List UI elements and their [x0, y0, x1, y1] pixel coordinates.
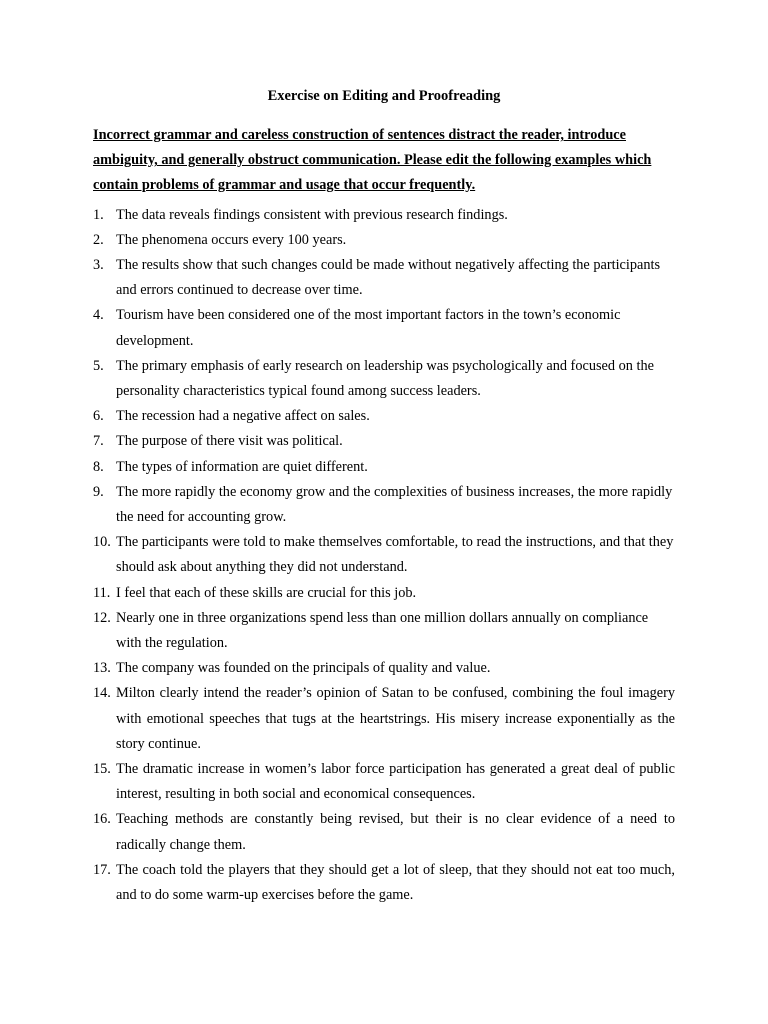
item-text: The primary emphasis of early research on leadership was psychologically and focused on the personality characteristics typical found among success leaders.: [116, 357, 654, 400]
item-number: 14.: [93, 685, 111, 702]
item-number: 2.: [93, 231, 104, 248]
list-item: [93, 303, 675, 353]
item-number: 16.: [93, 811, 111, 828]
item-text: The purpose of there visit was political.: [116, 433, 343, 450]
list-item: [93, 354, 675, 404]
item-number: 12.: [93, 609, 111, 626]
item-text: The more rapidly the economy grow and the complexities of business increases, the more rapidly the need for accounting grow.: [116, 483, 673, 526]
item-number: 6.: [93, 408, 104, 425]
item-text: The data reveals findings consistent with previous research findings.: [116, 206, 508, 223]
item-text: The results show that such changes could be made without negatively affecting the participants and errors continued to decrease over time.: [116, 257, 661, 299]
list-item: [93, 656, 675, 681]
list-item: [93, 606, 675, 656]
document-title: Exercise on Editing and Proofreading: [267, 88, 501, 104]
item-text: Teaching methods are constantly being revised, but their is no clear evidence of a need to radically change them.: [116, 811, 675, 853]
list-item: [93, 429, 675, 454]
item-number: 7.: [93, 433, 104, 450]
item-text: The types of information are quiet different.: [116, 458, 368, 475]
item-text: The dramatic increase in women’s labor force participation has generated a great deal of public interest, resulting in both social and economical consequences.: [116, 761, 675, 803]
list-item: [93, 530, 675, 580]
item-number: 11.: [93, 584, 111, 601]
item-number: 17.: [93, 861, 111, 878]
list-item: [93, 581, 675, 606]
item-number: 15.: [93, 761, 111, 778]
list-item: [93, 404, 675, 429]
list-item: [93, 858, 675, 908]
item-text: Milton clearly intend the reader’s opinion of Satan to be confused, combining the foul imagery with emotional speeches that tugs at the heartstrings. His misery increase exponentially as the story continue.: [116, 685, 675, 752]
item-text: The coach told the players that they should get a lot of sleep, that they should not eat too much, and to do some warm-up exercises before the game.: [116, 861, 675, 904]
list-item: [93, 253, 675, 303]
list-item: [93, 203, 675, 228]
list-item: [93, 480, 675, 530]
item-number: 10.: [93, 534, 111, 551]
instructions-paragraph: Incorrect grammar and careless construction of sentences distract the reader, introduce ambiguity, and generally obstruct communication. Please edit the following examples which contain problems of grammar and usage that occur frequently.: [93, 127, 652, 194]
list-item: [93, 228, 675, 253]
item-text: The recession had a negative affect on sales.: [116, 408, 370, 425]
document-page: [93, 85, 675, 908]
item-text: I feel that each of these skills are crucial for this job.: [116, 584, 417, 601]
item-number: 13.: [93, 660, 111, 677]
item-text: Nearly one in three organizations spend less than one million dollars annually on compliance with the regulation.: [116, 609, 649, 652]
list-item: [93, 807, 675, 857]
list-item: [93, 681, 675, 757]
item-number: 5.: [93, 357, 104, 374]
item-text: Tourism have been considered one of the most important factors in the town’s economic development.: [116, 307, 621, 349]
exercise-list: [93, 203, 675, 909]
list-item: [93, 757, 675, 807]
item-text: The company was founded on the principals of quality and value.: [116, 660, 491, 677]
item-number: 1.: [93, 206, 104, 223]
item-number: 8.: [93, 458, 104, 475]
item-number: 4.: [93, 307, 104, 324]
list-item: [93, 455, 675, 480]
item-number: 9.: [93, 483, 104, 500]
item-number: 3.: [93, 257, 104, 274]
item-text: The participants were told to make themselves comfortable, to read the instructions, and that they should ask about anything they did not understand.: [116, 534, 674, 576]
item-text: The phenomena occurs every 100 years.: [116, 231, 347, 248]
